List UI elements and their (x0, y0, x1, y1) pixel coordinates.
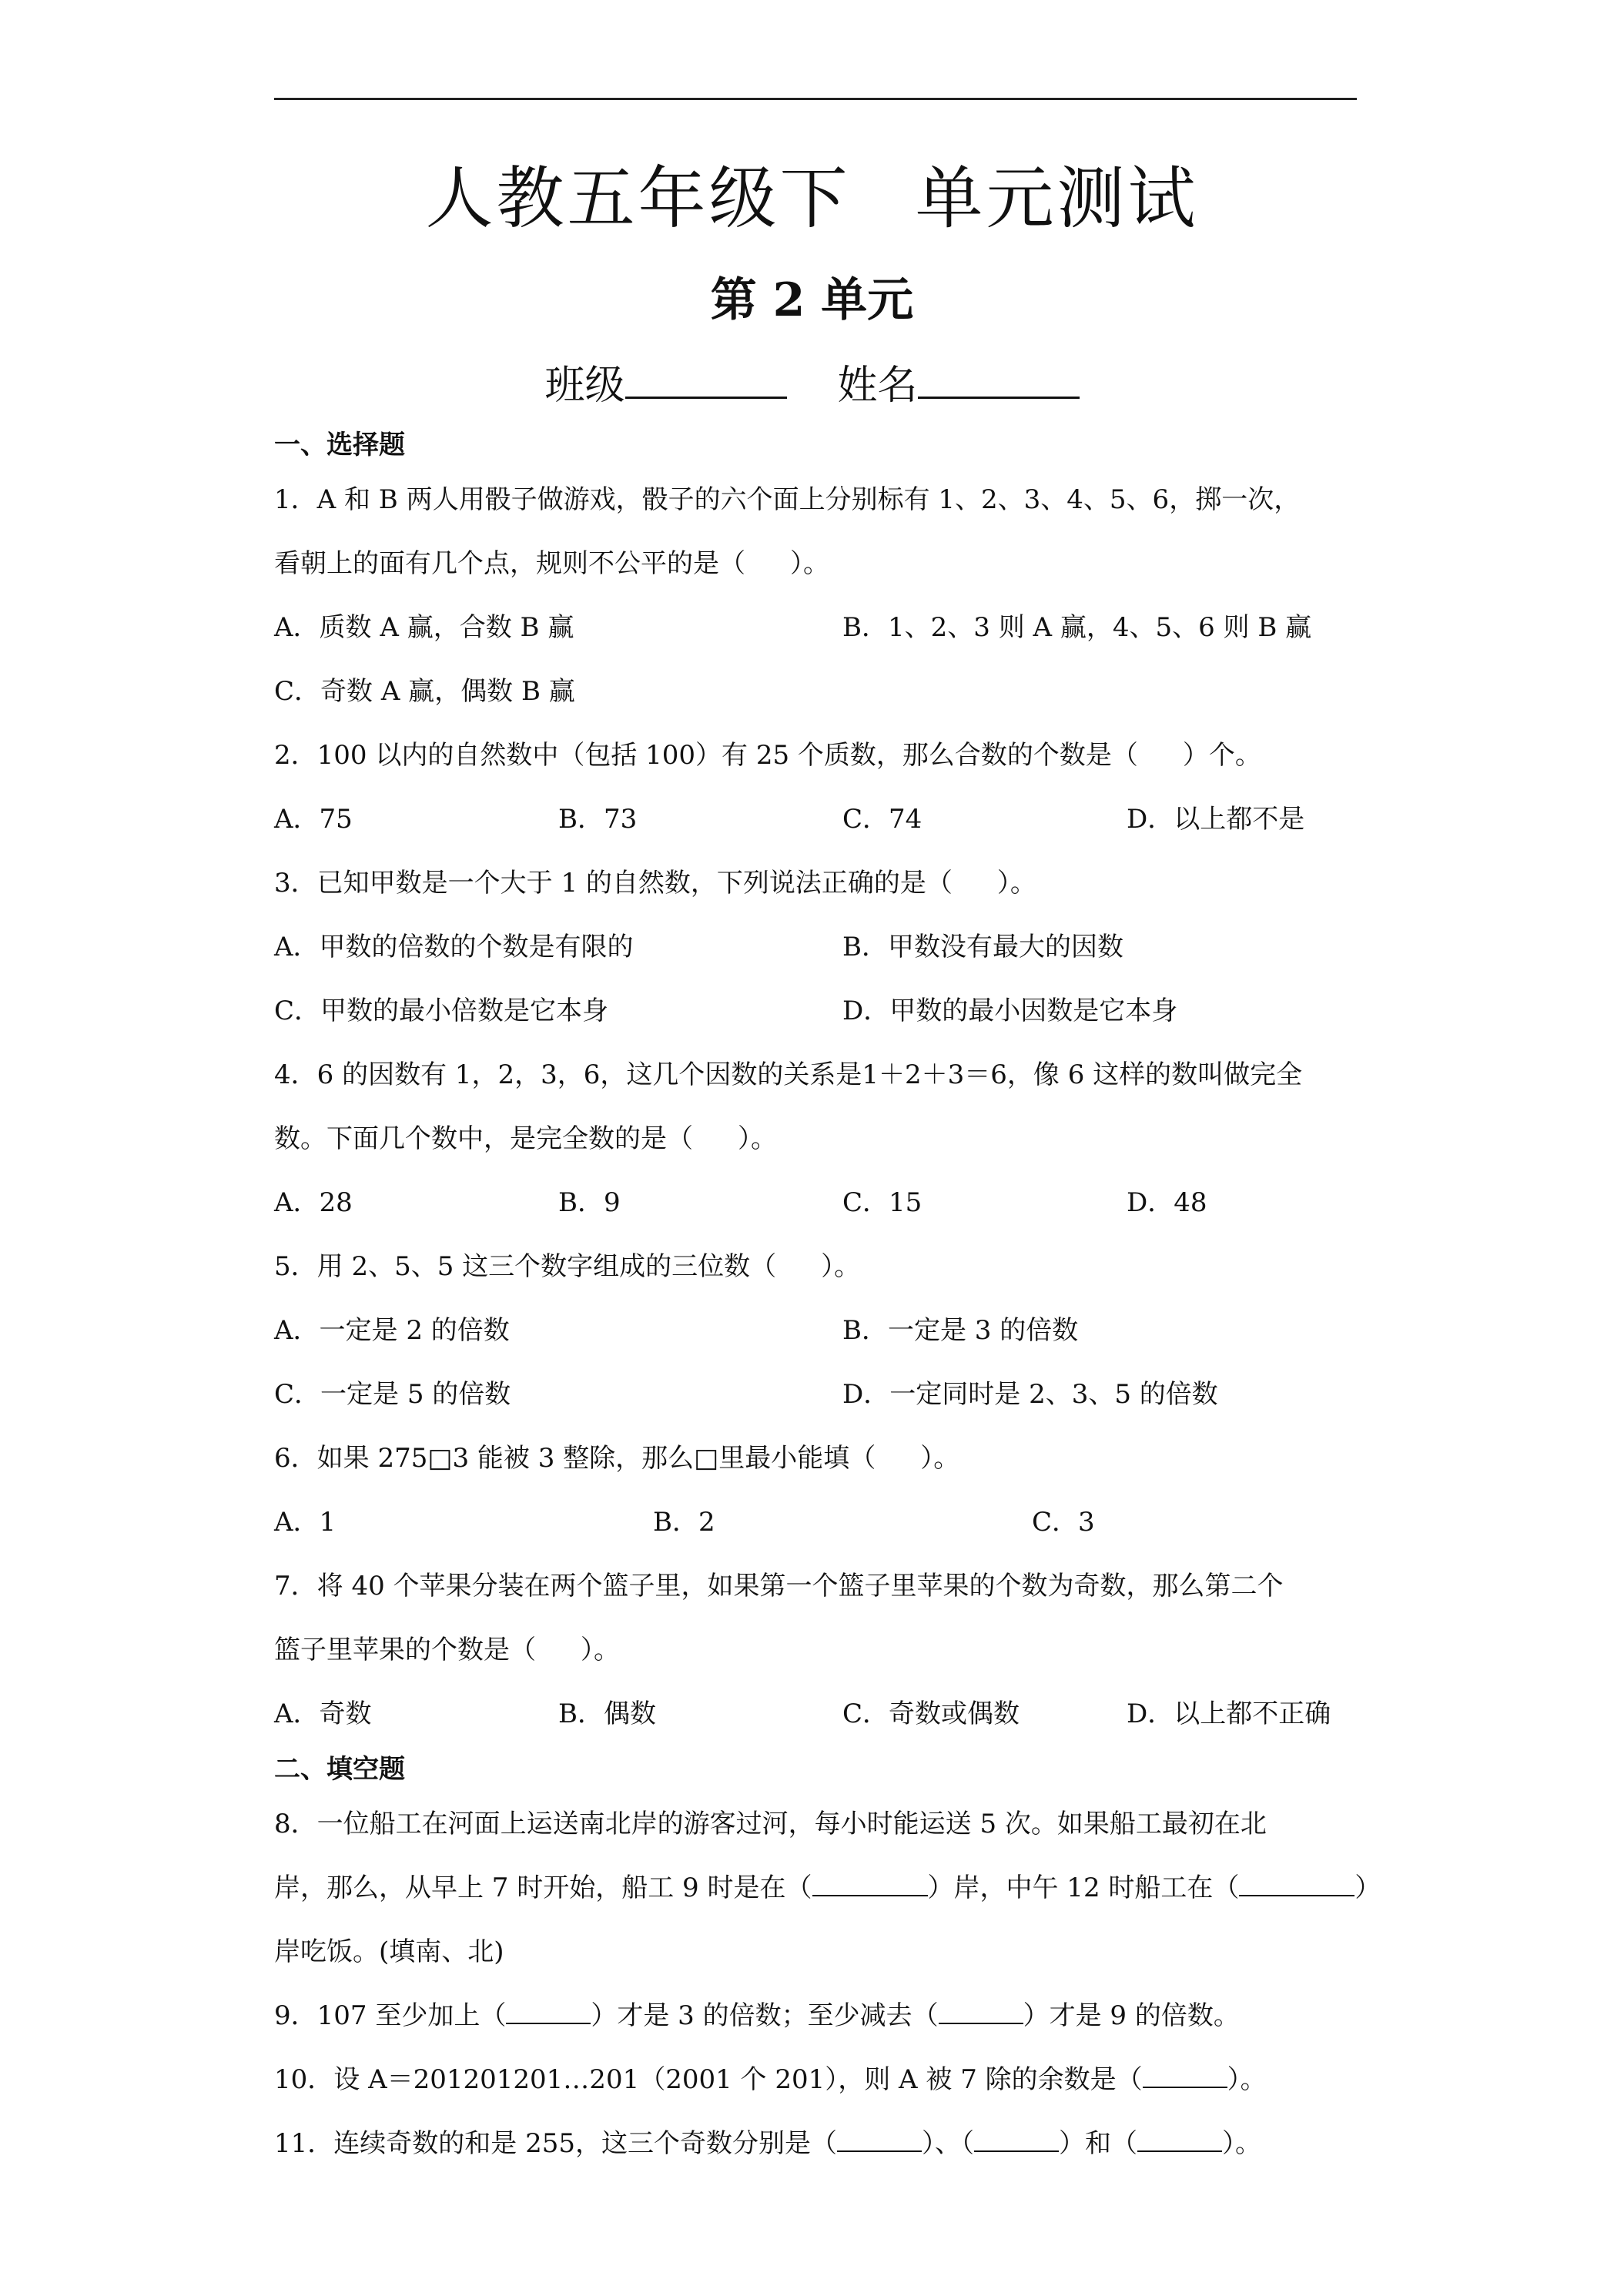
question-8-cont (274, 1856, 1381, 1920)
question-1-cont (274, 532, 1360, 596)
question-text: ）、（ (921, 2128, 974, 2159)
answer-blank[interactable] (506, 2000, 591, 2024)
option-c[interactable]: C．3 (1032, 1507, 1095, 1538)
option-c[interactable]: C．15 (842, 1187, 922, 1218)
question-3-options-cd (274, 979, 1360, 1043)
question-4-cont (274, 1107, 1360, 1171)
question-text: ）。 (738, 1123, 777, 1154)
section-heading-choice: 一、选择题 (274, 430, 405, 460)
question-3 (274, 852, 1360, 915)
name-blank[interactable] (918, 356, 1080, 399)
question-text: ）。 (581, 1635, 620, 1665)
option-b[interactable]: B．偶数 (558, 1699, 656, 1729)
top-rule (274, 98, 1357, 100)
question-4-options (274, 1171, 1360, 1235)
question-text: ）才是 3 的倍数；至少减去（ (591, 2000, 939, 2031)
question-text: 6．如果 275□3 能被 3 整除，那么□里最小能填（ (274, 1443, 876, 1474)
answer-blank[interactable] (939, 2000, 1023, 2024)
question-text: ）。 (996, 868, 1036, 899)
question-4: 4．6 的因数有 1，2，3，6，这几个因数的关系是1＋2＋3＝6，像 6 这样的数叫做完全 (274, 1059, 1303, 1090)
answer-blank[interactable] (1143, 2063, 1227, 2088)
question-text: 篮子里苹果的个数是（ (274, 1635, 536, 1665)
question-text: ）才是 9 的倍数。 (1023, 2000, 1240, 2031)
question-2-options (274, 788, 1360, 852)
question-text: 看朝上的面有几个点，规则不公平的是（ (274, 548, 745, 579)
question-3-options-ab (274, 915, 1360, 979)
question-text: 10．设 A＝201201201…201（2001 个 201），则 A 被 7 除的余数是（ (274, 2064, 1143, 2095)
title-right: 单元测试 (915, 159, 1199, 238)
option-a[interactable]: A．75 (274, 804, 353, 835)
option-d[interactable]: D．一定同时是 2、3、5 的倍数 (842, 1379, 1218, 1410)
option-a[interactable]: A．奇数 (274, 1699, 372, 1729)
option-d[interactable]: D．48 (1127, 1187, 1207, 1218)
option-a[interactable]: A．质数 A 赢，合数 B 赢 (274, 612, 574, 643)
question-5-options-cd (274, 1363, 1360, 1427)
question-1: 1．A 和 B 两人用骰子做游戏，骰子的六个面上分别标有 1、2、3、4、5、6，掷一次， (274, 484, 1301, 515)
question-text: 5．用 2、5、5 这三个数字组成的三位数（ (274, 1251, 777, 1282)
answer-blank[interactable] (1137, 2127, 1222, 2152)
option-b[interactable]: B．9 (558, 1187, 621, 1218)
answer-blank[interactable] (1239, 1872, 1354, 1896)
option-a[interactable]: A．1 (274, 1507, 337, 1538)
class-blank[interactable] (625, 356, 787, 399)
option-a[interactable]: A．28 (274, 1187, 353, 1218)
question-text: ）和（ (1058, 2128, 1137, 2159)
option-c[interactable]: C．甲数的最小倍数是它本身 (274, 996, 609, 1026)
question-7-cont (274, 1618, 1360, 1682)
question-7: 7．将 40 个苹果分装在两个篮子里，如果第一个篮子里苹果的个数为奇数，那么第二个 (274, 1571, 1284, 1602)
question-text: ）。 (790, 548, 829, 579)
option-b[interactable]: B．73 (558, 804, 638, 835)
option-a[interactable]: A．一定是 2 的倍数 (274, 1315, 510, 1346)
question-text: ）个。 (1182, 740, 1261, 771)
option-d[interactable]: D．以上都不是 (1127, 804, 1305, 835)
question-5 (274, 1235, 1360, 1299)
question-text: 11．连续奇数的和是 255，这三个奇数分别是（ (274, 2128, 837, 2159)
option-c[interactable]: C．一定是 5 的倍数 (274, 1379, 511, 1410)
question-text: 岸，那么，从早上 7 时开始，船工 9 时是在（ (274, 1873, 812, 1903)
question-text: 数。下面几个数中，是完全数的是（ (274, 1123, 693, 1154)
option-d[interactable]: D．甲数的最小因数是它本身 (842, 996, 1178, 1026)
question-5-options-ab (274, 1299, 1360, 1363)
question-8-end: 岸吃饭。(填南、北) (274, 1936, 504, 1967)
option-b[interactable]: B．1、2、3 则 A 赢，4、5、6 则 B 赢 (842, 612, 1312, 643)
question-1-options (274, 596, 1360, 660)
question-7-options (274, 1682, 1360, 1746)
question-11 (274, 2112, 1360, 2176)
page-title (0, 145, 1624, 242)
question-text: ）。 (821, 1251, 861, 1282)
class-label: 班级 (544, 363, 625, 409)
question-text: ）。 (1221, 2128, 1261, 2159)
question-10 (274, 2048, 1360, 2112)
student-info (0, 353, 1624, 410)
option-c[interactable]: C．奇数 A 赢，偶数 B 赢 (274, 676, 575, 707)
question-9 (274, 1984, 1360, 2048)
exam-content (274, 422, 1381, 2176)
answer-blank[interactable] (837, 2127, 922, 2152)
question-text: ）岸，中午 12 时船工在（ (927, 1873, 1240, 1903)
option-a[interactable]: A．甲数的倍数的个数是有限的 (274, 932, 634, 962)
question-text: 2．100 以内的自然数中（包括 100）有 25 个质数，那么合数的个数是（ (274, 740, 1138, 771)
option-c[interactable]: C．奇数或偶数 (842, 1699, 1020, 1729)
page-subtitle: 第 2 单元 (710, 273, 914, 327)
question-text: 3．已知甲数是一个大于 1 的自然数，下列说法正确的是（ (274, 868, 953, 899)
question-6 (274, 1427, 1360, 1491)
question-text: ） (1354, 1873, 1381, 1903)
answer-blank[interactable] (812, 1872, 928, 1896)
option-b[interactable]: B．一定是 3 的倍数 (842, 1315, 1079, 1346)
question-2 (274, 724, 1360, 788)
option-c[interactable]: C．74 (842, 804, 922, 835)
option-d[interactable]: D．以上都不正确 (1127, 1699, 1331, 1729)
title-left: 人教五年级下 (425, 159, 851, 238)
question-6-options (274, 1491, 1360, 1555)
question-text: 9．107 至少加上（ (274, 2000, 507, 2031)
option-b[interactable]: B．甲数没有最大的因数 (842, 932, 1123, 962)
question-8: 8．一位船工在河面上运送南北岸的游客过河，每小时能运送 5 次。如果船工最初在北 (274, 1809, 1267, 1839)
question-text: ）。 (1227, 2064, 1267, 2095)
section-heading-fill: 二、填空题 (274, 1754, 405, 1785)
name-label: 姓名 (837, 363, 918, 409)
answer-blank[interactable] (974, 2127, 1059, 2152)
option-b[interactable]: B．2 (653, 1507, 715, 1538)
question-text: ）。 (920, 1443, 960, 1474)
